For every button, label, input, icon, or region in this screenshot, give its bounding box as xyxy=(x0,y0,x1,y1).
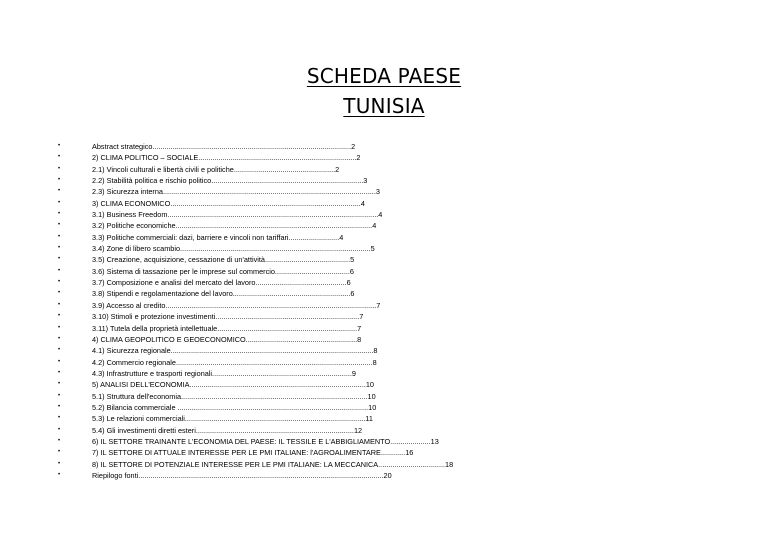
toc-entry[interactable] xyxy=(58,413,453,424)
toc-entry-text: 3.6) Sistema di tassazione per le imprese sul commercio.....................................6 xyxy=(92,266,354,276)
toc-entry[interactable] xyxy=(58,300,453,311)
toc-entry[interactable] xyxy=(58,323,453,334)
toc-entry-text: 2) CLIMA POLITICO – SOCIALE..............................................................................2 xyxy=(92,153,361,163)
toc-entry-text: 5) ANALISI DELL'ECONOMIA.......................................................................................10 xyxy=(92,380,374,390)
bullet-icon: • xyxy=(58,177,61,184)
toc-entry[interactable] xyxy=(58,391,453,402)
toc-entry-text: 3.9) Accesso al credito........................................................................................................7 xyxy=(92,300,381,310)
toc-entry-text: 3.7) Composizione e analisi del mercato del lavoro.............................................6 xyxy=(92,278,351,288)
toc-entry-text: 4.1) Sicurezza regionale....................................................................................................8 xyxy=(92,346,378,356)
bullet-icon: • xyxy=(58,335,61,342)
toc-entry[interactable] xyxy=(58,277,453,288)
toc-entry-text: 5.3) Le relazioni commerciali.........................................................................................11 xyxy=(92,414,373,424)
toc-entry-text: 3.5) Creazione, acquisizione, cessazione di un'attività..........................................5 xyxy=(92,255,355,265)
toc-entry[interactable] xyxy=(58,198,453,209)
bullet-icon: • xyxy=(58,392,61,399)
bullet-icon: • xyxy=(58,369,61,376)
bullet-icon: • xyxy=(58,279,61,286)
toc-entry[interactable] xyxy=(58,288,453,299)
toc-entry[interactable] xyxy=(58,368,453,379)
toc-entry-text: 3.4) Zone di libero scambio..............................................................................................5 xyxy=(92,244,375,254)
bullet-icon: • xyxy=(58,324,61,331)
toc-entry-text: 5.2) Bilancia commerciale ..............................................................................................10 xyxy=(92,402,377,412)
bullet-icon: • xyxy=(58,165,61,172)
toc-entry-text: 3.8) Stipendi e regolamentazione del lavoro..........................................................6 xyxy=(92,289,355,299)
toc-entry-text: 5.4) Gli investimenti diretti esteri..............................................................................12 xyxy=(92,425,363,435)
toc-entry[interactable] xyxy=(58,152,453,163)
bullet-icon: • xyxy=(58,460,61,467)
bullet-icon: • xyxy=(58,437,61,444)
toc-entry-text: 4) CLIMA GEOPOLITICO E GEOECONOMICO.......................................................8 xyxy=(92,334,362,344)
bullet-icon: • xyxy=(58,471,61,478)
toc-entry-text: 7) IL SETTORE DI ATTUALE INTERESSE PER LE PMI ITALIANE: l'AGROALIMENTARE............16 xyxy=(92,448,414,458)
document-subtitle-country: TUNISIA xyxy=(343,94,425,118)
toc-entry[interactable] xyxy=(58,175,453,186)
toc-entry[interactable] xyxy=(58,209,453,220)
bullet-icon: • xyxy=(58,415,61,422)
bullet-icon: • xyxy=(58,188,61,195)
toc-entry[interactable] xyxy=(58,334,453,345)
bullet-icon: • xyxy=(58,381,61,388)
toc-entry[interactable] xyxy=(58,379,453,390)
toc-entry[interactable] xyxy=(58,164,453,175)
toc-entry[interactable] xyxy=(58,266,453,277)
toc-entry[interactable] xyxy=(58,141,453,152)
toc-entry-text: Riepilogo fonti.........................................................................................................................20 xyxy=(92,470,392,480)
bullet-icon: • xyxy=(58,154,61,161)
bullet-icon: • xyxy=(58,426,61,433)
toc-entry-text: 2.3) Sicurezza interna.........................................................................................................3 xyxy=(92,187,380,197)
toc-entry-text: 3.2) Politiche economiche.................................................................................................4 xyxy=(92,221,377,231)
bullet-icon: • xyxy=(58,211,61,218)
toc-entry[interactable] xyxy=(58,220,453,231)
document-title: SCHEDA PAESE xyxy=(306,64,462,88)
toc-entry[interactable] xyxy=(58,186,453,197)
bullet-icon: • xyxy=(58,256,61,263)
bullet-icon: • xyxy=(58,358,61,365)
bullet-icon: • xyxy=(58,347,61,354)
toc-entry-text: Abstract strategico..................................................................................................2 xyxy=(92,142,356,151)
toc-entry[interactable] xyxy=(58,470,453,481)
bullet-icon: • xyxy=(58,143,61,149)
toc-entry-text: 4.2) Commercio regionale.................................................................................................8 xyxy=(92,357,377,367)
toc-entry-text: 4.3) Infrastrutture e trasporti regionali.....................................................................9 xyxy=(92,368,356,378)
toc-entry[interactable] xyxy=(58,436,453,447)
bullet-icon: • xyxy=(58,267,61,274)
toc-entry-text: 2.2) Stabilità politica e rischio politico...........................................................................3 xyxy=(92,176,368,186)
toc-entry[interactable] xyxy=(58,232,453,243)
toc-entry[interactable] xyxy=(58,311,453,322)
bullet-icon: • xyxy=(58,313,61,320)
toc-entry-text: 3.10) Stimoli e protezione investimenti.......................................................................7 xyxy=(92,312,364,322)
bullet-icon: • xyxy=(58,301,61,308)
toc-entry-text: 8) IL SETTORE DI POTENZIALE INTERESSE PER LE PMI ITALIANE: LA MECCANICA.................................18 xyxy=(92,459,454,469)
toc-entry[interactable] xyxy=(58,459,453,470)
bullet-icon: • xyxy=(58,199,61,206)
toc-entry-text: 3.1) Business Freedom........................................................................................................4 xyxy=(92,210,383,220)
toc-entry[interactable] xyxy=(58,345,453,356)
toc-entry[interactable] xyxy=(58,357,453,368)
bullet-icon: • xyxy=(58,245,61,252)
toc-entry-text: 3.11) Tutela della proprietà intellettuale.....................................................................7 xyxy=(92,323,362,333)
bullet-icon: • xyxy=(58,290,61,297)
table-of-contents xyxy=(58,141,453,481)
toc-entry-text: 5.1) Struttura dell'economia............................................................................................10 xyxy=(92,391,376,401)
bullet-icon: • xyxy=(58,222,61,229)
toc-entry[interactable] xyxy=(58,254,453,265)
toc-entry-text: 6) IL SETTORE TRAINANTE L'ECONOMIA DEL PAESE: IL TESSILE E L'ABBIGLIAMENTO....................13 xyxy=(92,436,439,446)
bullet-icon: • xyxy=(58,449,61,456)
toc-entry[interactable] xyxy=(58,402,453,413)
toc-entry-text: 3.3) Politiche commerciali: dazi, barriere e vincoli non tariffari.........................4 xyxy=(92,232,344,242)
bullet-icon: • xyxy=(58,233,61,240)
toc-entry[interactable] xyxy=(58,243,453,254)
toc-entry-text: 3) CLIMA ECONOMICO..............................................................................................4 xyxy=(92,198,365,208)
toc-entry-text: 2.1) Vincoli culturali e libertà civili e politiche..................................................2 xyxy=(92,164,340,174)
toc-entry[interactable] xyxy=(58,447,453,458)
bullet-icon: • xyxy=(58,403,61,410)
toc-entry[interactable] xyxy=(58,425,453,436)
